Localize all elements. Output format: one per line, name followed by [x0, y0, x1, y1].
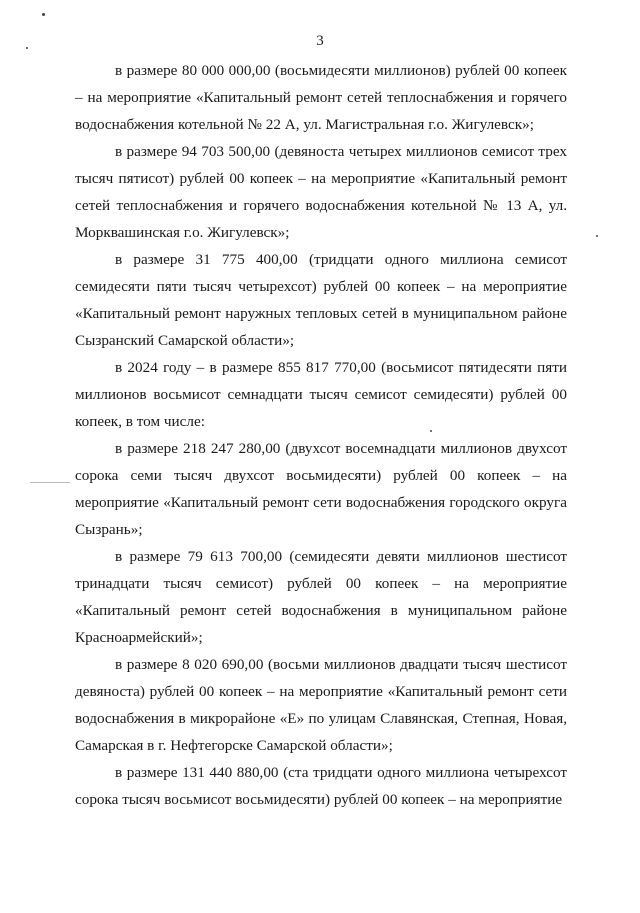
paragraph-allocation-218m: в размере 218 247 280,00 (двухсот восемнадцати миллионов двухсот сорока семи тысяч двухсот восьмидесяти) рублей 00 копеек – на мероприятие «Капитальный ремонт сети водоснабжения городского округа Сызрань»;: [75, 440, 567, 538]
scan-speck: [42, 13, 45, 16]
paragraph-allocation-79m: в размере 79 613 700,00 (семидесяти девяти миллионов шестисот тринадцати тысяч семисот) рублей 00 копеек – на мероприятие «Капитальный ремонт сетей водоснабжения в муниципальном районе Красноармейский»;: [75, 548, 567, 646]
paragraph-allocation-94m: в размере 94 703 500,00 (девяноста четырех миллионов семисот трех тысяч пятисот) рублей 00 копеек – на мероприятие «Капитальный ремонт сетей теплоснабжения и горячего водоснабжения котельной № 13 А, ул. Морквашинская г.о. Жигулевск»;: [75, 143, 567, 241]
page-number: 3: [316, 33, 324, 49]
scan-speck: [596, 235, 598, 237]
document-body: [75, 57, 567, 813]
paragraph-year-2024-total: в 2024 году – в размере 855 817 770,00 (восьмисот пятидесяти пяти миллионов восьмисот семнадцати тысяч семисот семидесяти) рублей 00 копеек, в том числе:: [75, 359, 567, 430]
paragraph-allocation-131m: в размере 131 440 880,00 (ста тридцати одного миллиона четырехсот сорока тысяч восьмисот восьмидесяти) рублей 00 копеек – на мероприятие: [75, 764, 567, 808]
paragraph-allocation-80m: в размере 80 000 000,00 (восьмидесяти миллионов) рублей 00 копеек – на мероприятие «Капитальный ремонт сетей теплоснабжения и горячего водоснабжения котельной № 22 А, ул. Магистральная г.о. Жигулевск»;: [75, 62, 567, 133]
paragraph-allocation-31m: в размере 31 775 400,00 (тридцати одного миллиона семисот семидесяти пяти тысяч четырехсот) рублей 00 копеек – на мероприятие «Капитальный ремонт наружных тепловых сетей в муниципальном районе Сызранский Самарской области»;: [75, 251, 567, 349]
paragraph-allocation-8m: в размере 8 020 690,00 (восьми миллионов двадцати тысяч шестисот девяноста) рублей 00 копеек – на мероприятие «Капитальный ремонт сети водоснабжения в микрорайоне «Е» по улицам Славянская, Степная, Новая, Самарская в г. Нефтегорске Самарской области»;: [75, 656, 567, 754]
scan-smudge: [30, 482, 70, 483]
